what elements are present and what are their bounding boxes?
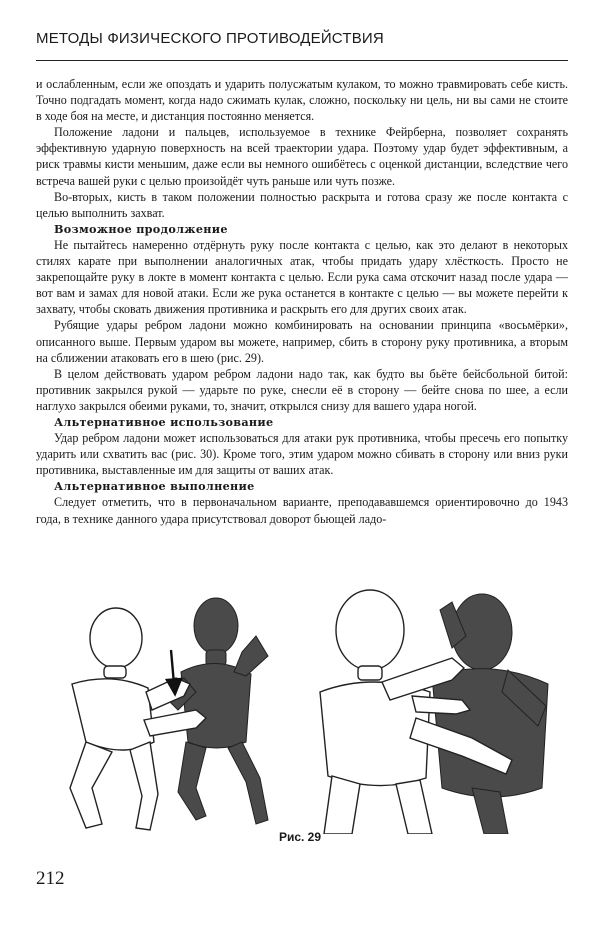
paragraph: Не пытайтесь намеренно отдёрнуть руку после контакта с целью, как это делают в некоторых стилях карате при выполнении аналогичных атак, чтобы придать удару хлёсткость. Просто не закрепощайте руку в локте в момент контакта с целью. Если рука сама отскочит назад после удара — вот вам и замах для новой атаки. Если же рука останется в контакте с целью — вы можете перейти к захвату, чтобы сковать движения противника и раскрыть его для других своих атак. [36,237,568,317]
opponent-figure [164,598,268,824]
header-rule [36,60,568,61]
illustration-right [312,588,562,834]
paragraph: В целом действовать ударом ребром ладони надо так, как будто вы бьёте бейсбольной битой: противник закрылся рукой — ударьте по руке, снесли её в сторону — бейте снова по шее, а если наглухо закрылся обеими руками, то, значит, открылся снизу для вашего удара ногой. [36,366,568,413]
paragraph: Удар ребром ладони может использоваться для атаки рук противника, чтобы пресечь его попытку ударить или схватить вас (рис. 30). Кроме того, этим ударом можно сбивать в сторону или вниз руки противника, выставленные им для защиты от ваших атак. [36,431,568,478]
section-heading: Альтернативное использование [54,414,274,429]
section-heading: Возможное продолжение [54,221,228,236]
running-header: МЕТОДЫ ФИЗИЧЕСКОГО ПРОТИВОДЕЙСТВИЯ [36,30,384,47]
page-number: 212 [36,868,65,889]
paragraph: Во-вторых, кисть в таком положении полностью раскрыта и готова сразу же после контакта с целью выполнить захват. [36,189,568,220]
figure-caption: Рис. 29 [278,830,322,844]
paragraph: Положение ладони и пальцев, используемое в технике Фейрберна, позволяет сохранять эффективную ударную поверхность на всей траектории удара. Поэтому удар будет эффективным, а риск травмы кисти меньшим, даже если вы немного ошибётесь с оценкой дистанции, вследствие чего встреча вашей руки с целью произойдёт чуть раньше или чуть позже. [36,125,568,188]
figure-29 [36,588,568,838]
paragraph: и ослабленным, если же опоздать и ударить полусжатым кулаком, то можно травмировать себе кисть. Точно подгадать момент, когда надо сжимать кулак, сложно, поскольку ни цель, ни вы сами не стоите в ходе боя на месте, и дистанция постоянно меняется. [36,77,568,124]
illustration-left [46,592,286,832]
paragraph: Рубящие удары ребром ладони можно комбинировать на основании принципа «восьмёрки», описанного выше. Первым ударом вы можете, например, сбить в сторону руку противника, а вторым на сближении атаковать его в шею (рис. 29). [36,318,568,365]
body-text [36,76,568,527]
section-heading: Альтернативное выполнение [54,479,255,494]
paragraph: Следует отметить, что в первоначальном варианте, преподававшемся ориентировочно до 1943 года, в технике данного удара присутствовал доворот бьющей ладо- [36,495,568,526]
